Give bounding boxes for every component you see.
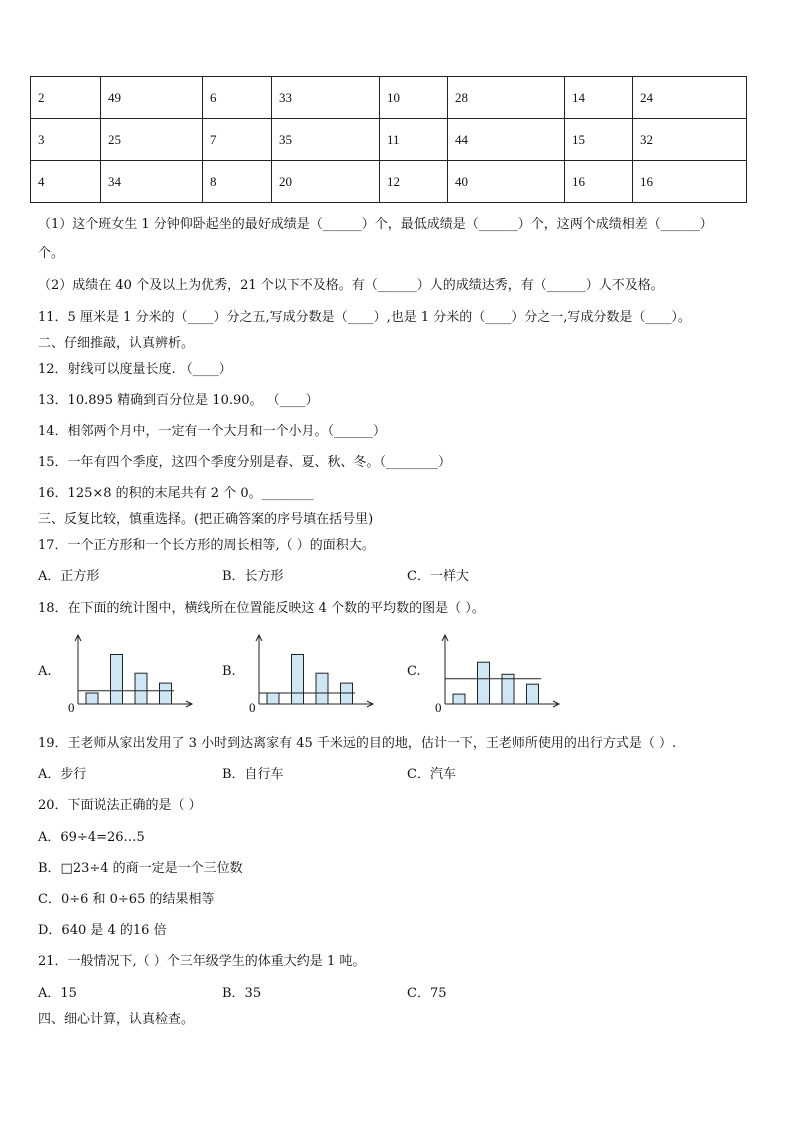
bar-chart-a: [76, 634, 196, 714]
table-cell: 20: [272, 161, 380, 203]
table-cell: 35: [272, 119, 380, 161]
table-cell: 7: [203, 119, 272, 161]
q19-option-c: C．汽车: [407, 767, 456, 782]
chart-c-label: C.: [407, 664, 421, 679]
question-16: 16．125×8 的积的末尾共有 2 个 0。________: [38, 486, 314, 501]
section-4-heading: 四、细心计算，认真检查。: [38, 1012, 195, 1027]
table-cell: 44: [448, 119, 565, 161]
table-cell: 15: [565, 119, 633, 161]
table-cell: 28: [448, 77, 565, 119]
q21-option-a: A．15: [38, 986, 77, 1001]
table-cell: 4: [31, 161, 101, 203]
table-cell: 49: [101, 77, 203, 119]
table-cell: 12: [380, 161, 448, 203]
question-12: 12．射线可以度量长度. （____）: [38, 362, 232, 377]
q10-part2-line: （2）成绩在 40 个及以上为优秀，21 个以下不及格。有（______）人的成绩达秀，有（______）人不及格。: [38, 278, 664, 293]
q17-option-a: A．正方形: [38, 569, 100, 584]
q20-option-c: C．0÷6 和 0÷65 的结果相等: [38, 892, 215, 907]
chart-b-origin: 0: [249, 700, 256, 715]
chart-b-label: B.: [222, 664, 236, 679]
q21-option-c: C．75: [407, 986, 447, 1001]
table-cell: 3: [31, 119, 101, 161]
chart-bar: [86, 693, 98, 704]
question-20: 20．下面说法正确的是（ ）: [38, 798, 202, 813]
table-row: [31, 161, 747, 203]
table-cell: 40: [448, 161, 565, 203]
q19-option-a: A．步行: [38, 767, 87, 782]
chart-a-label: A.: [38, 664, 52, 679]
question-17: 17．一个正方形和一个长方形的周长相等,（ ）的面积大。: [38, 538, 375, 553]
chart-bar: [267, 693, 279, 704]
q10-part1-cont: 个。: [38, 246, 65, 261]
table-cell: 14: [565, 77, 633, 119]
table-cell: 2: [31, 77, 101, 119]
q19-option-b: B．自行车: [222, 767, 284, 782]
q10-part1-line: （1）这个班女生 1 分钟仰卧起坐的最好成绩是（______）个，最低成绩是（______）个，这两个成绩相差（______）: [38, 217, 713, 232]
section-3-heading: 三、反复比较，慎重选择。(把正确答案的序号填在括号里): [38, 512, 374, 527]
table-cell: 16: [633, 161, 747, 203]
table-cell: 33: [272, 77, 380, 119]
question-14: 14．相邻两个月中，一定有一个大月和一个小月。（______）: [38, 424, 387, 439]
q20-option-d: D．640 是 4 的16 倍: [38, 923, 167, 938]
question-21: 21．一般情况下,（ ）个三年级学生的体重大约是 1 吨。: [38, 954, 366, 969]
q17-option-b: B．长方形: [222, 569, 284, 584]
question-15: 15．一年有四个季度，这四个季度分别是春、夏、秋、冬。（________）: [38, 455, 452, 470]
q21-option-b: B．35: [222, 986, 262, 1001]
table-cell: 11: [380, 119, 448, 161]
table-cell: 8: [203, 161, 272, 203]
table-cell: 10: [380, 77, 448, 119]
chart-bar: [341, 683, 353, 704]
question-19: 19．王老师从家出发用了 3 小时到达离家有 45 千米远的目的地，估计一下，王老师所使用的出行方式是（ ）.: [38, 736, 677, 751]
table-cell: 6: [203, 77, 272, 119]
table-cell: 24: [633, 77, 747, 119]
bar-chart-b: [257, 634, 377, 714]
table-cell: 16: [565, 161, 633, 203]
table-cell: 25: [101, 119, 203, 161]
chart-bar: [478, 662, 490, 704]
table-cell: 32: [633, 119, 747, 161]
chart-bar: [453, 694, 465, 704]
score-table: [30, 76, 747, 203]
q17-option-c: C．一样大: [407, 569, 469, 584]
q20-option-b: B．□23÷4 的商一定是一个三位数: [38, 861, 243, 876]
bar-chart-c: [443, 634, 563, 714]
q20-option-a: A．69÷4=26…5: [38, 830, 145, 845]
table-cell: 34: [101, 161, 203, 203]
question-11: 11．5 厘米是 1 分米的（____）分之五,写成分数是（____）,也是 1 分米的（____）分之一,写成分数是（____）。: [38, 310, 691, 325]
chart-bar: [111, 655, 123, 705]
chart-bar: [527, 684, 539, 704]
chart-bar: [316, 673, 328, 704]
question-18: 18．在下面的统计图中，横线所在位置能反映这 4 个数的平均数的图是（ ）。: [38, 601, 485, 616]
question-13: 13．10.895 精确到百分位是 10.90。 （____）: [38, 393, 319, 408]
section-2-heading: 二、仔细推敲，认真辨析。: [38, 336, 195, 351]
chart-a-origin: 0: [68, 700, 75, 715]
chart-bar: [135, 673, 147, 704]
table-row: [31, 77, 747, 119]
table-row: [31, 119, 747, 161]
chart-bar: [292, 655, 304, 705]
chart-bar: [160, 683, 172, 704]
chart-c-origin: 0: [435, 700, 442, 715]
